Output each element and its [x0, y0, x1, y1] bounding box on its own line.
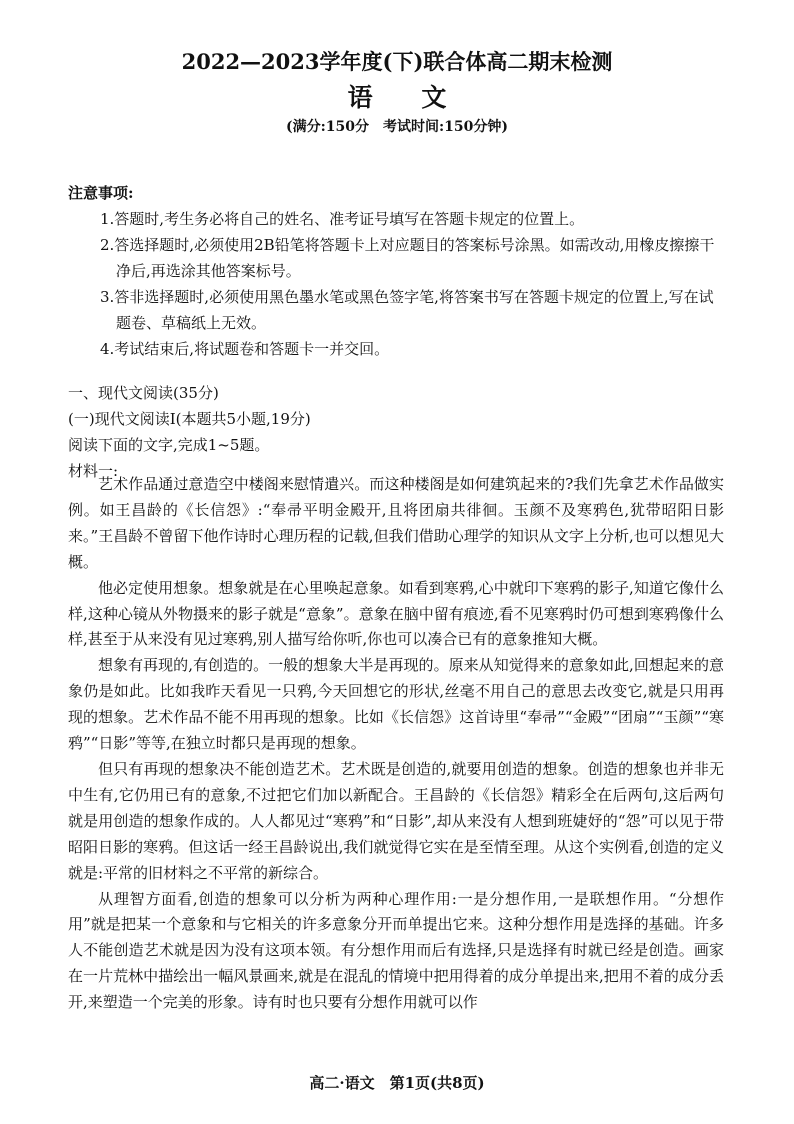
passage-paragraph: 从理智方面看,创造的想象可以分析为两种心理作用:一是分想作用,一是联想作用。“分想作用”就是把某一个意象和与它相关的许多意象分开而单提出它来。这种分想作用是选择的基础。许多人不能创造艺术就是因为没有这项本领。有分想作用而后有选择,只是选择有时就已经是创造。画家在一片荒林中描绘出一幅风景画来,就是在混乱的情境中把用得着的成分单提出来,把用不着的成分丢开,来塑造一个完美的形象。诗有时也只要有分想作用就可以作 [68, 889, 724, 1012]
page-footer: 高二·语文 第1页(共8页) [309, 1074, 485, 1092]
exam-title: 2022—2023学年度(下)联合体高二期末检测 [181, 49, 613, 74]
note-item: 4.考试结束后,将试题卷和答题卡一并交回。 [100, 340, 390, 358]
material-label: 材料一: [68, 462, 119, 480]
passage-paragraph: 但只有再现的想象决不能创造艺术。艺术既是创造的,就要用创造的想象。创造的想象也并非无中生有,它仍用已有的意象,不过把它们加以新配合。王昌龄的《长信怨》精彩全在后两句,这后两句就是用创造的想象作成的。人人都见过“寒鸦”和“日影”,却从来没有人想到班婕妤的“怨”可以见于带昭阳日影的寒鸦。但这话一经王昌龄说出,我们就觉得它实在是至情至理。从这个实例看,创造的定义就是:平常的旧材料之不平常的新综合。 [68, 759, 724, 882]
notes-section [68, 180, 728, 362]
section-title: 一、现代文阅读(35分) [68, 384, 219, 402]
note-item: 1.答题时,考生务必将自己的姓名、准考证号填写在答题卡规定的位置上。 [100, 210, 585, 228]
passage-paragraph: 想象有再现的,有创造的。一般的想象大半是再现的。原来从知觉得来的意象如此,回想起来的意象仍是如此。比如我昨天看见一只鸦,今天回想它的形状,丝毫不用自己的意思去改变它,就是只用再现的想象。艺术作品不能不用再现的想象。比如《长信怨》这首诗里“奉帚”“金殿”“团扇”“玉颜”“寒鸦”“日影”等等,在独立时都只是再现的想象。 [68, 656, 724, 753]
reading-passage [68, 472, 724, 1016]
section-subtitle: (一)现代文阅读Ⅰ(本题共5小题,19分) [68, 410, 311, 428]
note-item: 2.答选择题时,必须使用2B铅笔将答题卡上对应题目的答案标号涂黑。如需改动,用橡皮擦擦干净后,再选涂其他答案标号。 [100, 236, 715, 280]
passage-paragraph: 艺术作品通过意造空中楼阁来慰情遣兴。而这种楼阁是如何建筑起来的?我们先拿艺术作品做实例。如王昌龄的《长信怨》:“奉帚平明金殿开,且将团扇共徘徊。玉颜不及寒鸦色,犹带昭阳日影来。”王昌龄不曾留下他作诗时心理历程的记载,但我们借助心理学的知识从文字上分析,也可以想见大概。 [68, 475, 724, 571]
notes-heading: 注意事项: [68, 184, 134, 202]
subject-title: 语 文 [347, 83, 467, 112]
section-header [68, 380, 728, 484]
notes-list [68, 206, 728, 362]
exam-info: (满分:150分 考试时间:150分钟) [285, 119, 509, 135]
passage-paragraph: 他必定使用想象。想象就是在心里唤起意象。如看到寒鸦,心中就印下寒鸦的影子,知道它像什么样,这种心镜从外物摄来的影子就是“意象”。意象在脑中留有痕迹,看不见寒鸦时仍可想到寒鸦像什么样,甚至于从来没有见过寒鸦,别人描写给你听,你也可以凑合已有的意象推知大概。 [68, 578, 724, 649]
note-item: 3.答非选择题时,必须使用黑色墨水笔或黑色签字笔,将答案书写在答题卡规定的位置上,写在试题卷、草稿纸上无效。 [100, 288, 714, 332]
section-instruction: 阅读下面的文字,完成1~5题。 [68, 436, 270, 454]
